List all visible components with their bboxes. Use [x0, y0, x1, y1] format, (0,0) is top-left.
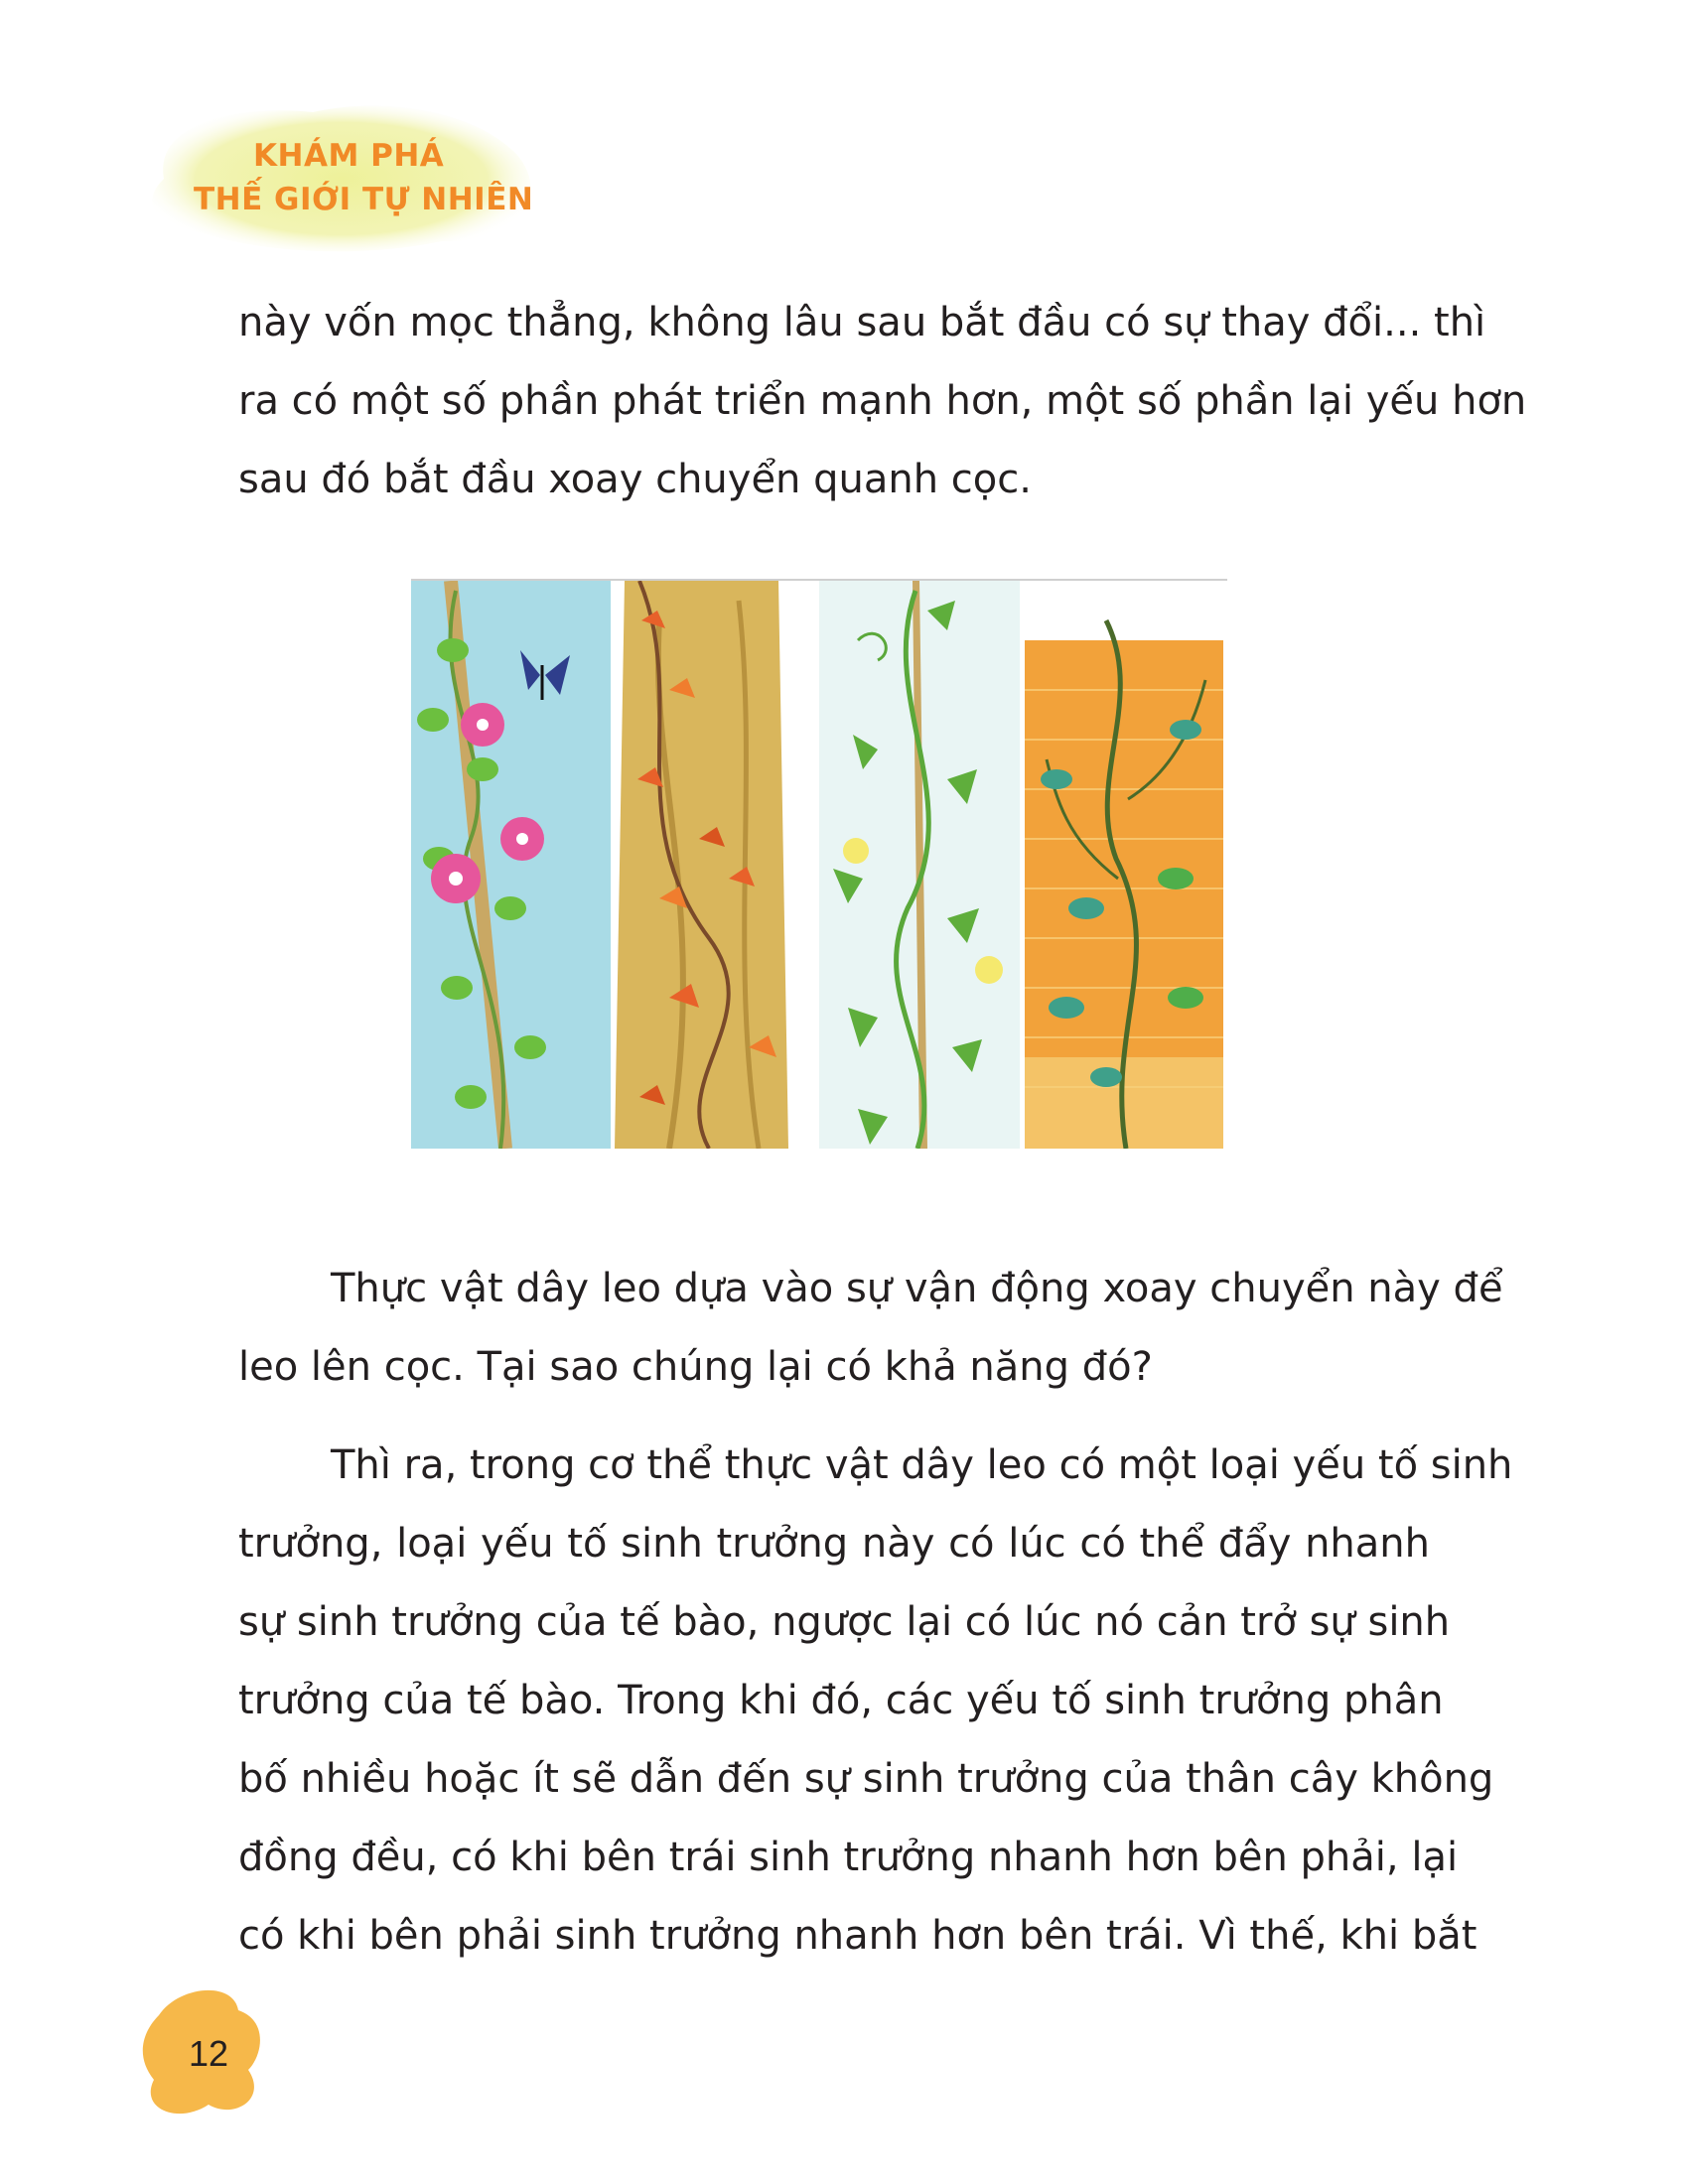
text-line: Thì ra, trong cơ thể thực vật dây leo có một loại yếu tố sinh — [331, 1442, 1513, 1488]
text-line: có khi bên phải sinh trưởng nhanh hơn bên trái. Vì thế, khi bắt — [238, 1913, 1477, 1959]
text-line: ra có một số phần phát triển mạnh hơn, một số phần lại yếu hơn — [238, 378, 1527, 424]
text-line: leo lên cọc. Tại sao chúng lại có khả năng đó? — [238, 1344, 1153, 1390]
page-number: 12 — [189, 2033, 229, 2074]
ivy-on-tree-panel — [612, 581, 818, 1149]
yellow-flower-icon — [843, 838, 869, 864]
text-line: sự sinh trưởng của tế bào, ngược lại có lúc nó cản trở sự sinh — [238, 1599, 1451, 1645]
paragraph-top — [238, 284, 1527, 519]
section-header-badge — [124, 84, 551, 263]
text-line: Thực vật dây leo dựa vào sự vận động xoay chuyển này để — [331, 1266, 1503, 1311]
page-number-badge — [139, 1985, 273, 2124]
text-line: bố nhiều hoặc ít sẽ dẫn đến sự sinh trưởng của thân cây không — [238, 1756, 1494, 1802]
text-line: trưởng, loại yếu tố sinh trưởng này có lúc có thể đẩy nhanh — [238, 1521, 1430, 1567]
text-line: sau đó bắt đầu xoay chuyển quanh cọc. — [238, 457, 1032, 502]
gourd-vine-panel — [818, 581, 1021, 1149]
text-line: này vốn mọc thẳng, không lâu sau bắt đầu có sự thay đổi... thì — [238, 300, 1486, 345]
morning-glory-panel — [411, 581, 612, 1149]
yellow-flower-icon — [975, 956, 1003, 984]
climbing-plants-illustration — [411, 579, 1227, 1149]
text-line: trưởng của tế bào. Trong khi đó, các yếu tố sinh trưởng phân — [238, 1678, 1444, 1723]
paragraph-3 — [238, 1427, 1513, 1976]
header-title-line2: THẾ GIỚI TỰ NHIÊN — [194, 182, 534, 217]
text-line: đồng đều, có khi bên trái sinh trưởng nhanh hơn bên phải, lại — [238, 1835, 1459, 1880]
paragraph-2 — [238, 1250, 1503, 1407]
header-title-line1: KHÁM PHÁ — [253, 138, 445, 174]
brick-wall-vine-panel — [1021, 581, 1227, 1149]
